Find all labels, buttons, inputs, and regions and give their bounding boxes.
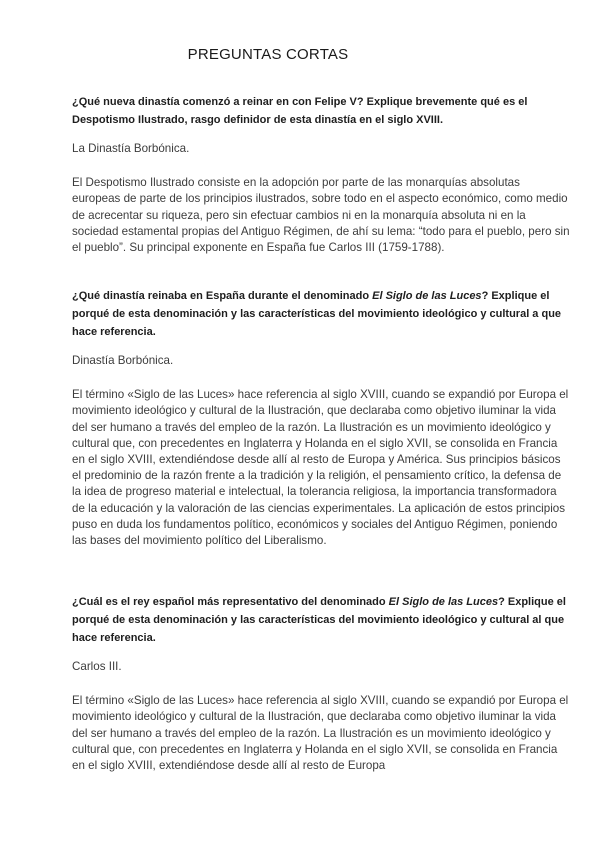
question-section-1 bbox=[72, 93, 570, 256]
question-2-part-2: ? Explique el porqué de esta denominación y las características del movimiento ideológico y cultural a que hace referencia. bbox=[72, 290, 562, 338]
answer-3-paragraph: El término «Siglo de las Luces» hace referencia al siglo XVIII, cuando se expandió por Europa el movimiento ideológico y cultural de la Ilustración, que declaraba como objetivo iluminar la vida del ser humano a través del empleo de la razón. La Ilustración es un movimiento ideológico y cultural que, con precedentes en Inglaterra y Holanda en el siglo XVII, se consolida en Francia en el siglo XVIII, extendiéndose desde allí al resto de Europa bbox=[72, 694, 569, 773]
answer-1-paragraph: El Despotismo Ilustrado consiste en la adopción por parte de las monarquías absolutas europeas de parte de los principios ilustrados, sobre todo en el aspecto económico, como medio de acrecentar su riqueza, pero sin efectuar cambios ni en la monarquía absoluta ni en la sociedad estamental propias del Antiguo Régimen, de ahí su lema: “todo para el pueblo, pero sin el pueblo”. Su principal exponente en España fue Carlos III (1759-1788). bbox=[72, 176, 570, 255]
question-3-emphasis: El Siglo de las Luces bbox=[388, 596, 499, 608]
question-3 bbox=[72, 593, 570, 647]
question-3-part-2: ? Explique el porqué de esta denominación y las características del movimiento ideológico y cultural al que hace referencia. bbox=[72, 596, 566, 644]
page-title: PREGUNTAS CORTAS bbox=[187, 46, 349, 63]
question-3-part-1: ¿Cuál es el rey español más representativo del denominado bbox=[72, 596, 389, 608]
question-section-3 bbox=[72, 593, 570, 774]
answer-3-short: Carlos III. bbox=[72, 660, 122, 673]
question-2-part-1: ¿Qué dinastía reinaba en España durante el denominado bbox=[72, 290, 373, 302]
question-1: ¿Qué nueva dinastía comenzó a reinar en con Felipe V? Explique brevemente qué es el Despotismo Ilustrado, rasgo definidor de esta dinastía en el siglo XVIII. bbox=[72, 96, 528, 126]
answer-1-short: La Dinastía Borbónica. bbox=[72, 142, 190, 155]
answer-2-short: Dinastía Borbónica. bbox=[72, 354, 174, 367]
question-section-2 bbox=[72, 287, 570, 549]
answer-2-paragraph: El término «Siglo de las Luces» hace referencia al siglo XVIII, cuando se expandió por Europa el movimiento ideológico y cultural de la Ilustración, que declaraba como objetivo iluminar la vida del ser humano a través del empleo de la razón. La Ilustración es un movimiento ideológico y cultural que, con precedentes en Inglaterra y Holanda en el siglo XVII, se consolida en Francia en el siglo XVIII, extendiéndose desde allí al resto de Europa y América. Sus principios básicos el predominio de la razón frente a la tradición y la religión, el pensamiento crítico, la defensa de la idea de progreso material e intelectual, la tolerancia religiosa, la importancia transformadora de la educación y la valoración de las ciencias experimentales. La aplicación de estos principios puso en duda los fundamentos político, económicos y sociales del Antiguo Régimen, poniendo las bases del movimiento político del Liberalismo. bbox=[72, 388, 569, 548]
question-2 bbox=[72, 287, 570, 341]
question-2-emphasis: El Siglo de las Luces bbox=[372, 290, 482, 302]
